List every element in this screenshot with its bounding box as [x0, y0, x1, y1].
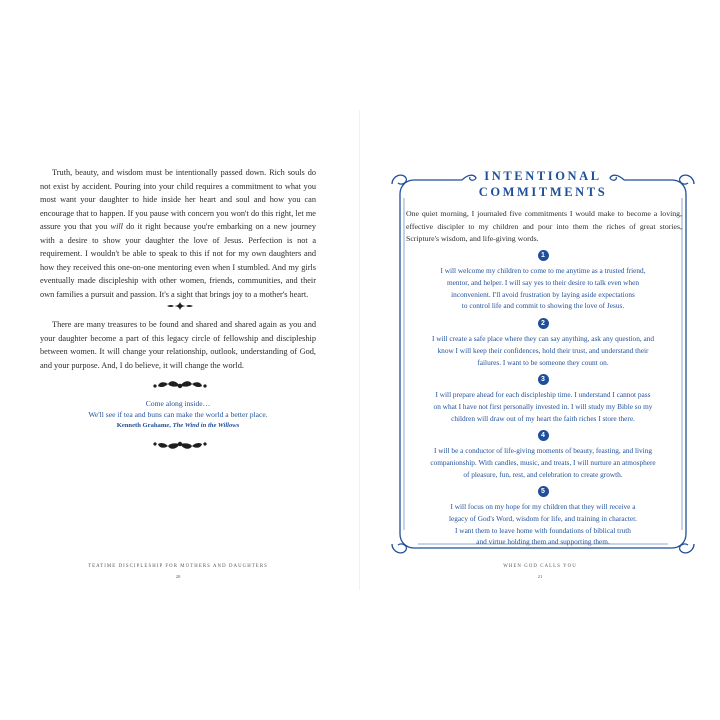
number-badge-icon: 3	[538, 374, 549, 385]
commitment-text: I will create a safe place where they can say anything, ask any question, and know I will keep their confidences, hold their trust, and understand their failures. I want to be someone they count on.	[431, 334, 655, 367]
commitment-4	[410, 430, 676, 480]
left-running-footer: TEATIME DISCIPLESHIP FOR MOTHERS AND DAUGHTERS	[88, 564, 268, 569]
quote-line-1: Come along inside…	[145, 399, 211, 408]
commitment-text: I will be a conductor of life-giving moments of beauty, feasting, and living companionship. With candles, music, and treats, I will nurture an atmosphere of pleasure, fun, rest, and celebration to create growth.	[430, 446, 656, 479]
right-page-number: 21	[537, 574, 543, 579]
quote-top-flourish-icon	[0, 378, 360, 399]
epigraph-quote	[40, 398, 316, 431]
commitment-2	[410, 318, 676, 368]
commitments-intro: One quiet morning, I journaled five commitments I would make to become a loving, effective discipler to my children and pour into them the riches of great stories, Scripture's wisdom, and life-giving words.	[406, 209, 682, 244]
quote-line-2: We'll see if tea and buns can make the world a better place.	[88, 410, 268, 419]
right-running-footer: WHEN GOD CALLS YOU	[503, 564, 577, 569]
number-badge-icon: 1	[538, 250, 549, 261]
quote-bottom-flourish-icon	[0, 436, 360, 457]
commitment-text: I will prepare ahead for each discipleship time. I understand I cannot pass on what I have not first personally invested in. I will study my Bible so my children will draw out of my heart the faith riches I store there.	[433, 390, 653, 423]
commitment-text: I will focus on my hope for my children that they will receive a legacy of God's Word, wisdom for life, and training in character. I want them to leave home with foundations of biblical truth and virtue holding them and supporting them.	[448, 502, 638, 547]
right-page	[360, 0, 720, 720]
commitment-3	[410, 374, 676, 424]
commitment-text: I will welcome my children to come to me anytime as a trusted friend, mentor, and helper. I will say yes to their desire to talk even when inconvenient. I'll avoid frustration by laying aside expectations to control life and commit to showing the love of Jesus.	[440, 266, 646, 311]
quote-attribution: Kenneth Grahame, The Wind in the Willows	[116, 422, 240, 429]
commitments-frame	[388, 168, 698, 560]
left-paragraph-2: There are many treasures to be found and shared and shared again as you and your daughter become a part of this legacy circle of fellowship and discipleship between women. It will change your relationship, outlook, understanding of God, and your purpose. And, I do believe, it will change the world.	[40, 320, 316, 370]
commitment-5	[410, 486, 676, 548]
number-badge-icon: 5	[538, 486, 549, 497]
commitment-1	[410, 250, 676, 312]
number-badge-icon: 2	[538, 318, 549, 329]
left-paragraph-1: Truth, beauty, and wisdom must be intentionally passed down. Rich souls do not exist by accident. Pouring into your child requires a commitment to what you most want your daughter to hide inside her heart and soul and how you can encourage that to happen. If you pause with concern you won't do this right, let me assure you that you will do it right because you're embarking on a new journey with a desire to show your daughter the love of Jesus. Perfection is not a requirement. I wouldn't be able to speak to this if not for my own daughters and how they received this one-on-one mentoring even when I stumbled. And my girls eventually made discipleship with other women, friends, communities, and their own families a pursuit and passion. It's a sight that brings joy to a mother's heart.	[40, 168, 316, 299]
fleuron-ornament-icon	[0, 298, 360, 316]
number-badge-icon: 4	[538, 430, 549, 441]
left-page-number: 20	[175, 574, 181, 579]
box-title: INTENTIONAL COMMITMENTS	[478, 169, 608, 199]
